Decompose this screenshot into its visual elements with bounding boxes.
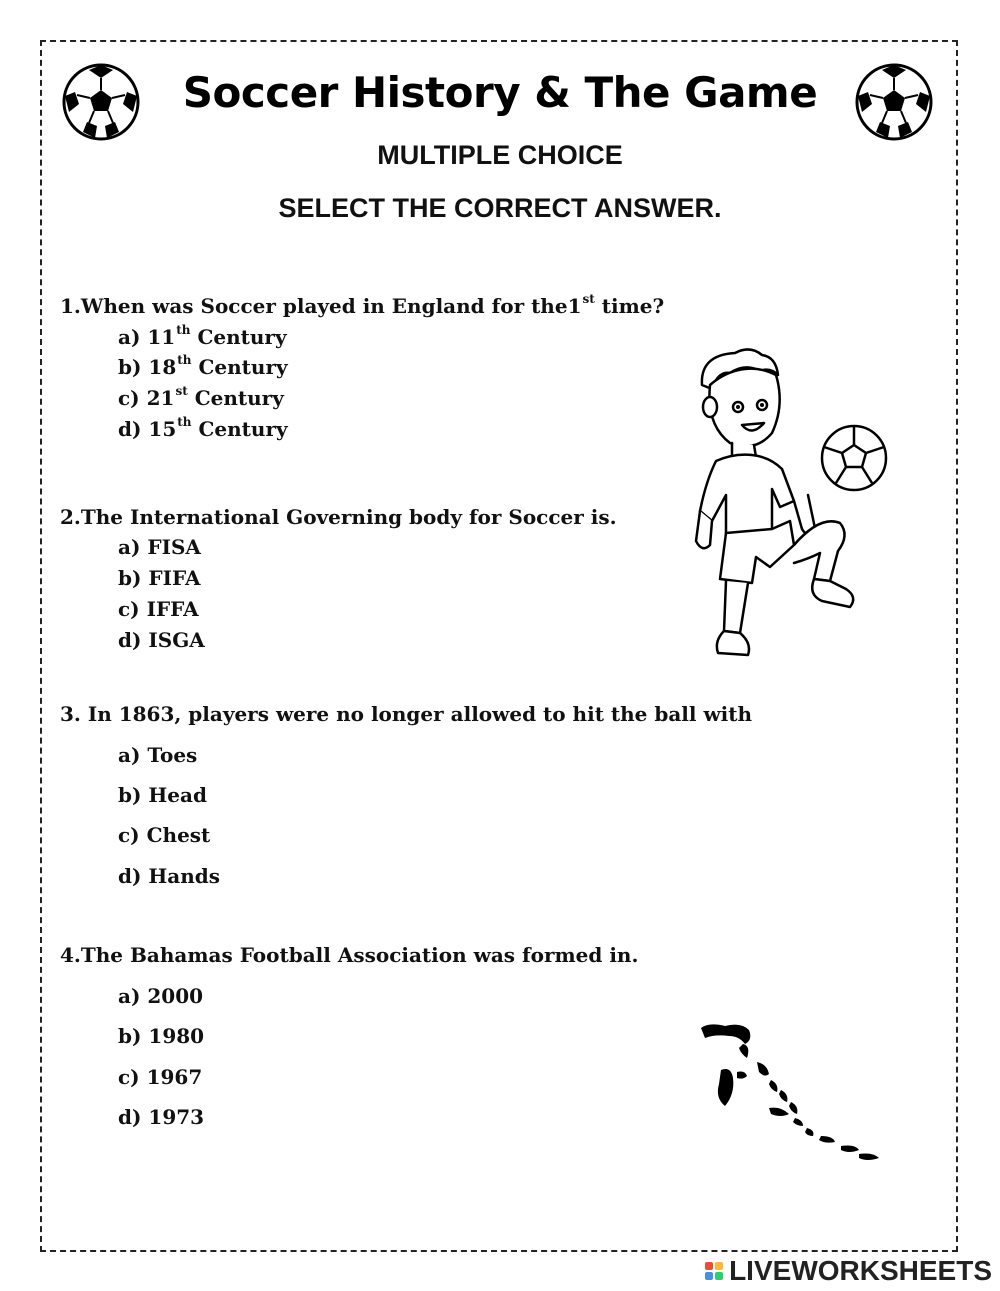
question-3: 3. In 1863, players were no longer allowed to hit the ball with [60,702,753,726]
bahamas-map-illustration [695,1018,885,1168]
q3-option-b[interactable]: b) Head [118,783,207,807]
question-4: 4.The Bahamas Football Association was formed in. [60,943,639,967]
liveworksheets-wordmark: LIVEWORKSHEETS [729,1255,992,1286]
subtitle-multiple-choice: MULTIPLE CHOICE [377,140,623,170]
q2-option-b[interactable]: b) FIFA [118,566,201,590]
q1-option-b[interactable]: b) 18th Century [118,353,288,379]
q3-option-a[interactable]: a) Toes [118,743,198,767]
q1-option-d[interactable]: d) 15th Century [118,415,288,441]
boy-kicking-ball-illustration [690,345,900,665]
question-1: 1.When was Soccer played in England for the1st time? [60,292,665,318]
question-2: 2.The International Governing body for Soccer is. [60,505,617,529]
q4-option-d[interactable]: d) 1973 [118,1105,205,1129]
q2-option-a[interactable]: a) FISA [118,535,201,559]
q3-option-c[interactable]: c) Chest [118,823,211,847]
liveworksheets-logo [705,1253,992,1289]
liveworksheets-logo-icon [705,1262,723,1280]
worksheet-title: Soccer History & The Game [182,68,818,117]
q4-option-b[interactable]: b) 1980 [118,1024,205,1048]
q1-option-c[interactable]: c) 21st Century [118,384,284,410]
subtitle-instructions: SELECT THE CORRECT ANSWER. [278,193,722,223]
q4-option-c[interactable]: c) 1967 [118,1065,203,1089]
q4-option-a[interactable]: a) 2000 [118,984,204,1008]
q3-option-d[interactable]: d) Hands [118,864,221,888]
q1-option-a[interactable]: a) 11th Century [118,323,287,349]
q2-option-c[interactable]: c) IFFA [118,597,199,621]
q2-option-d[interactable]: d) ISGA [118,628,205,652]
